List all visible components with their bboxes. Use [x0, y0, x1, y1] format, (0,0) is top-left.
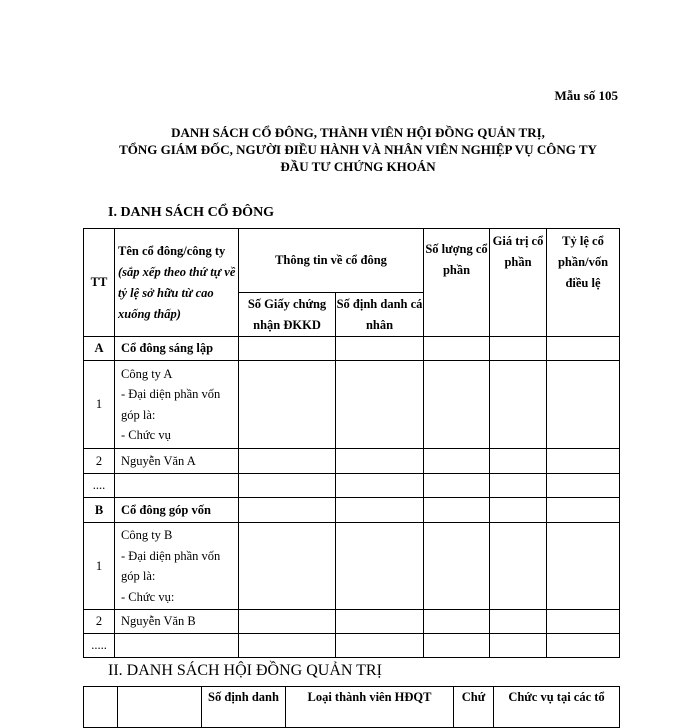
section-1-heading: I. DANH SÁCH CỔ ĐÔNG: [108, 205, 275, 220]
board-header-row: [84, 687, 620, 728]
row-tt: 1: [84, 523, 115, 610]
document-title: [0, 124, 700, 175]
company-name: Công ty B: [121, 528, 173, 542]
header-value: Giá trị cổ phần: [490, 229, 547, 337]
row-tt: B: [84, 498, 115, 523]
header-shares: Số lượng cổ phần: [424, 229, 490, 337]
header-name: [115, 229, 239, 337]
header-biz-reg: Số Giấy chứng nhận ĐKKD: [239, 293, 336, 337]
company-name: Công ty A: [121, 366, 173, 381]
company-position: - Chức vụ:: [121, 589, 175, 604]
row-name: Nguyễn Văn A: [115, 449, 239, 474]
row-company: [115, 523, 239, 610]
section-2-heading: II. DANH SÁCH HỘI ĐỒNG QUẢN TRỊ: [108, 662, 382, 679]
row-ellipsis: .....: [84, 634, 115, 658]
header-ratio: Tỷ lệ cổ phần/vốn điều lệ: [547, 229, 620, 337]
table-row: [84, 610, 620, 634]
row-name: Nguyễn Văn B: [115, 610, 239, 634]
company-representative: - Đại diện phần vốn góp là:: [121, 387, 221, 422]
form-number: Mẫu số 105: [554, 88, 618, 103]
company-position: - Chức vụ: [121, 428, 171, 442]
board-header-positions-other: Chức vụ tại các tổ: [494, 687, 620, 728]
table-row: [84, 634, 620, 658]
header-tt: TT: [84, 229, 115, 337]
row-label: Cổ đông sáng lập: [115, 337, 239, 361]
title-line-3: ĐẦU TƯ CHỨNG KHOÁN: [280, 159, 436, 174]
row-tt: 1: [84, 361, 115, 449]
row-tt: 2: [84, 449, 115, 474]
row-ellipsis: ....: [84, 474, 115, 498]
title-line-2: TỔNG GIÁM ĐỐC, NGƯỜI ĐIỀU HÀNH VÀ NHÂN VIÊN NGHIỆP VỤ CÔNG TY: [119, 142, 597, 157]
shareholder-table: [83, 228, 620, 658]
header-name-bold: Tên cổ đông/công ty: [118, 243, 226, 258]
board-header-col-1: [84, 687, 118, 728]
table-row: [84, 361, 620, 449]
board-header-position-short: Chứ: [454, 687, 494, 728]
row-tt: A: [84, 337, 115, 361]
row-tt: 2: [84, 610, 115, 634]
table-header-row-1: [84, 229, 620, 293]
board-header-id: Số định danh: [202, 687, 286, 728]
table-row: [84, 523, 620, 610]
table-row: [84, 498, 620, 523]
title-line-1: DANH SÁCH CỔ ĐÔNG, THÀNH VIÊN HỘI ĐỒNG QUẢN TRỊ,: [171, 125, 545, 140]
board-table: [83, 686, 620, 728]
header-name-note: (sắp xếp theo thứ tự về tỷ lệ sở hữu từ cao xuống thấp): [118, 264, 236, 321]
table-row: [84, 337, 620, 361]
header-info: Thông tin về cổ đông: [239, 229, 424, 293]
table-row: [84, 449, 620, 474]
board-header-col-2: [118, 687, 202, 728]
board-header-member-type: Loại thành viên HĐQT: [286, 687, 454, 728]
row-company: [115, 361, 239, 449]
row-label: Cổ đông góp vốn: [115, 498, 239, 523]
table-row: [84, 474, 620, 498]
company-representative: - Đại diện phần vốn góp là:: [121, 548, 221, 583]
header-personal-id: Số định danh cá nhân: [336, 293, 424, 337]
